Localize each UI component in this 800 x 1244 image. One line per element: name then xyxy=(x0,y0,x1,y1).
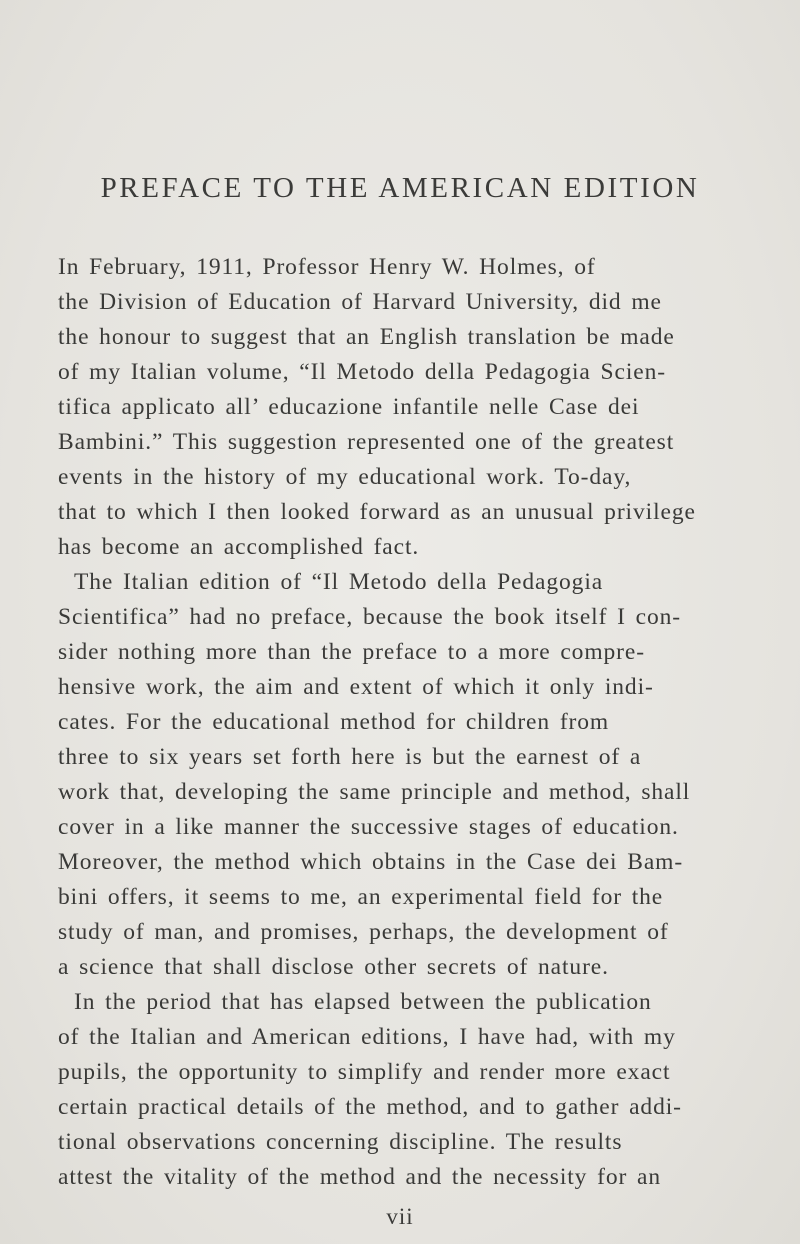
text-line: the Division of Education of Harvard University, did me xyxy=(58,289,662,315)
text-line: sider nothing more than the preface to a more compre- xyxy=(58,639,645,665)
text-line: attest the vitality of the method and the necessity for an xyxy=(58,1164,661,1190)
text-line: hensive work, the aim and extent of which it only indi- xyxy=(58,674,654,700)
text-line: Scientifica” had no preface, because the book itself I con- xyxy=(58,604,681,630)
text-line: certain practical details of the method, and to gather addi- xyxy=(58,1094,682,1120)
text-line: study of man, and promises, perhaps, the development of xyxy=(58,919,669,945)
preface-body xyxy=(58,250,768,1195)
text-line: a science that shall disclose other secrets of nature. xyxy=(58,954,609,980)
text-line: three to six years set forth here is but the earnest of a xyxy=(58,744,642,770)
page-heading: PREFACE TO THE AMERICAN EDITION xyxy=(100,172,700,204)
text-line: Moreover, the method which obtains in the Case dei Bam- xyxy=(58,849,684,875)
text-line: work that, developing the same principle and method, shall xyxy=(58,779,691,805)
text-line: of the Italian and American editions, I have had, with my xyxy=(58,1024,676,1050)
page-number: vii xyxy=(386,1204,414,1229)
text-line: has become an accomplished fact. xyxy=(58,534,420,560)
text-line: The Italian edition of “Il Metodo della Pedagogia xyxy=(74,569,604,595)
text-line: tional observations concerning discipline. The results xyxy=(58,1129,623,1155)
text-line: In February, 1911, Professor Henry W. Holmes, of xyxy=(58,254,596,280)
text-line: events in the history of my educational work. To-day, xyxy=(58,464,632,490)
text-line: the honour to suggest that an English translation be made xyxy=(58,324,675,350)
text-line: that to which I then looked forward as an unusual privilege xyxy=(58,499,696,525)
text-line: In the period that has elapsed between the publication xyxy=(74,989,652,1015)
text-line: bini offers, it seems to me, an experimental field for the xyxy=(58,884,664,910)
text-line: pupils, the opportunity to simplify and render more exact xyxy=(58,1059,671,1085)
text-line: cates. For the educational method for children from xyxy=(58,709,610,735)
text-line: cover in a like manner the successive stages of education. xyxy=(58,814,679,840)
text-line: tifica applicato all’ educazione infantile nelle Case dei xyxy=(58,394,640,420)
text-line: Bambini.” This suggestion represented one of the greatest xyxy=(58,429,675,455)
text-line: of my Italian volume, “Il Metodo della Pedagogia Scien- xyxy=(58,359,666,385)
